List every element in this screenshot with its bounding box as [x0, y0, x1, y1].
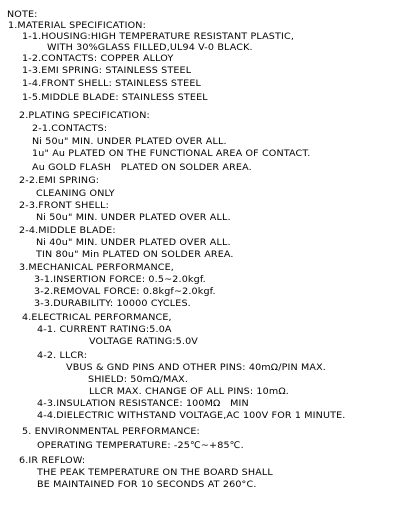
note-line: 2-2.EMI SPRING: [19, 175, 100, 186]
note-line: CLEANING ONLY [36, 188, 115, 199]
note-line: SHIELD: 50mΩ/MAX. [88, 374, 189, 385]
section-heading: 2.PLATING SPECIFICATION: [19, 110, 150, 121]
note-line: BE MAINTAINED FOR 10 SECONDS AT 260°C. [37, 479, 257, 490]
section-heading: 6.IR REFLOW: [19, 455, 86, 466]
note-line: THE PEAK TEMPERATURE ON THE BOARD SHALL [37, 467, 273, 478]
note-line: 2-1.CONTACTS: [32, 123, 108, 134]
note-line: WITH 30%GLASS FILLED,UL94 V-0 BLACK. [47, 42, 253, 53]
note-line: 3-2.REMOVAL FORCE: 0.8kgf~2.0kgf. [34, 286, 216, 297]
note-line: 2-4.MIDDLE BLADE: [19, 225, 116, 236]
note-line: TIN 80u" Min PLATED ON SOLDER AREA. [36, 249, 234, 260]
section-heading: 4.ELECTRICAL PERFORMANCE, [22, 312, 172, 323]
section-heading: 5. ENVIRONMENTAL PERFORMANCE: [22, 426, 200, 437]
note-line: Ni 50u" MIN. UNDER PLATED OVER ALL. [36, 212, 231, 223]
note-line: 4-2. LLCR: [37, 350, 88, 361]
note-line: 1-1.HOUSING:HIGH TEMPERATURE RESISTANT PLASTIC, [22, 31, 295, 42]
note-line: 3-3.DURABILITY: 10000 CYCLES. [34, 298, 191, 309]
note-line: 1-3.EMI SPRING: STAINLESS STEEL [22, 65, 192, 76]
note-line: 4-1. CURRENT RATING:5.0A [37, 324, 172, 335]
note-line: 1u" Au PLATED ON THE FUNCTIONAL AREA OF CONTACT. [32, 148, 311, 159]
note-line: 2-3.FRONT SHELL: [19, 200, 109, 211]
note-line: 1-2.CONTACTS: COPPER ALLOY [22, 53, 174, 64]
note-title: NOTE: [7, 9, 38, 20]
note-line: 1-4.FRONT SHELL: STAINLESS STEEL [22, 78, 201, 89]
note-line: VBUS & GND PINS AND OTHER PINS: 40mΩ/PIN MAX. [66, 362, 326, 373]
note-line: 4-4.DIELECTRIC WITHSTAND VOLTAGE,AC 100V FOR 1 MINUTE. [37, 410, 346, 421]
note-line: Ni 40u" MIN. UNDER PLATED OVER ALL. [36, 237, 231, 248]
note-line: Au GOLD FLASH PLATED ON SOLDER AREA. [32, 162, 252, 173]
section-heading: 3.MECHANICAL PERFORMANCE, [19, 262, 175, 273]
note-line: LLCR MAX. CHANGE OF ALL PINS: 10mΩ. [89, 386, 290, 397]
section-heading: 1.MATERIAL SPECIFICATION: [8, 20, 146, 31]
note-line: Ni 50u" MIN. UNDER PLATED OVER ALL. [32, 136, 227, 147]
note-line: 4-3.INSULATION RESISTANCE: 100MΩ MIN [37, 398, 249, 409]
note-line: 3-1.INSERTION FORCE: 0.5~2.0kgf. [34, 274, 206, 285]
note-line: OPERATING TEMPERATURE: -25℃~+85℃. [37, 440, 244, 451]
note-line: VOLTAGE RATING:5.0V [89, 336, 199, 347]
note-line: 1-5.MIDDLE BLADE: STAINLESS STEEL [22, 92, 208, 103]
